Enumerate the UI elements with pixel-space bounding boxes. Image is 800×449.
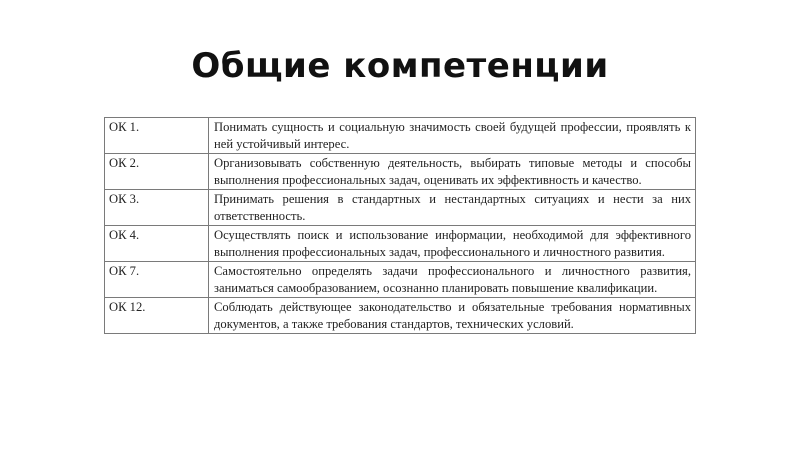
competency-code: ОК 7. xyxy=(105,262,209,298)
competency-code: ОК 12. xyxy=(105,298,209,334)
competency-code: ОК 4. xyxy=(105,226,209,262)
competency-code: ОК 3. xyxy=(105,190,209,226)
table-row xyxy=(105,118,696,154)
competency-code: ОК 1. xyxy=(105,118,209,154)
competencies-table xyxy=(104,117,696,334)
slide-title: Общие компетенции xyxy=(191,46,609,86)
table-row xyxy=(105,154,696,190)
competency-description: Понимать сущность и социальную значимость своей будущей профессии, проявлять к ней устойчивый интерес. xyxy=(209,118,696,154)
table-row xyxy=(105,262,696,298)
table-row xyxy=(105,190,696,226)
table-row xyxy=(105,226,696,262)
competency-description: Организовывать собственную деятельность, выбирать типовые методы и способы выполнения профессиональных задач, оценивать их эффективность и качество. xyxy=(209,154,696,190)
competency-description: Самостоятельно определять задачи профессионального и личностного развития, заниматься самообразованием, осознанно планировать повышение квалификации. xyxy=(209,262,696,298)
table-row xyxy=(105,298,696,334)
competency-description: Соблюдать действующее законодательство и обязательные требования нормативных документов, а также требования стандартов, технических условий. xyxy=(209,298,696,334)
competency-description: Принимать решения в стандартных и нестандартных ситуациях и нести за них ответственность. xyxy=(209,190,696,226)
competency-code: ОК 2. xyxy=(105,154,209,190)
competency-description: Осуществлять поиск и использование информации, необходимой для эффективного выполнения профессиональных задач, профессионального и личностного развития. xyxy=(209,226,696,262)
